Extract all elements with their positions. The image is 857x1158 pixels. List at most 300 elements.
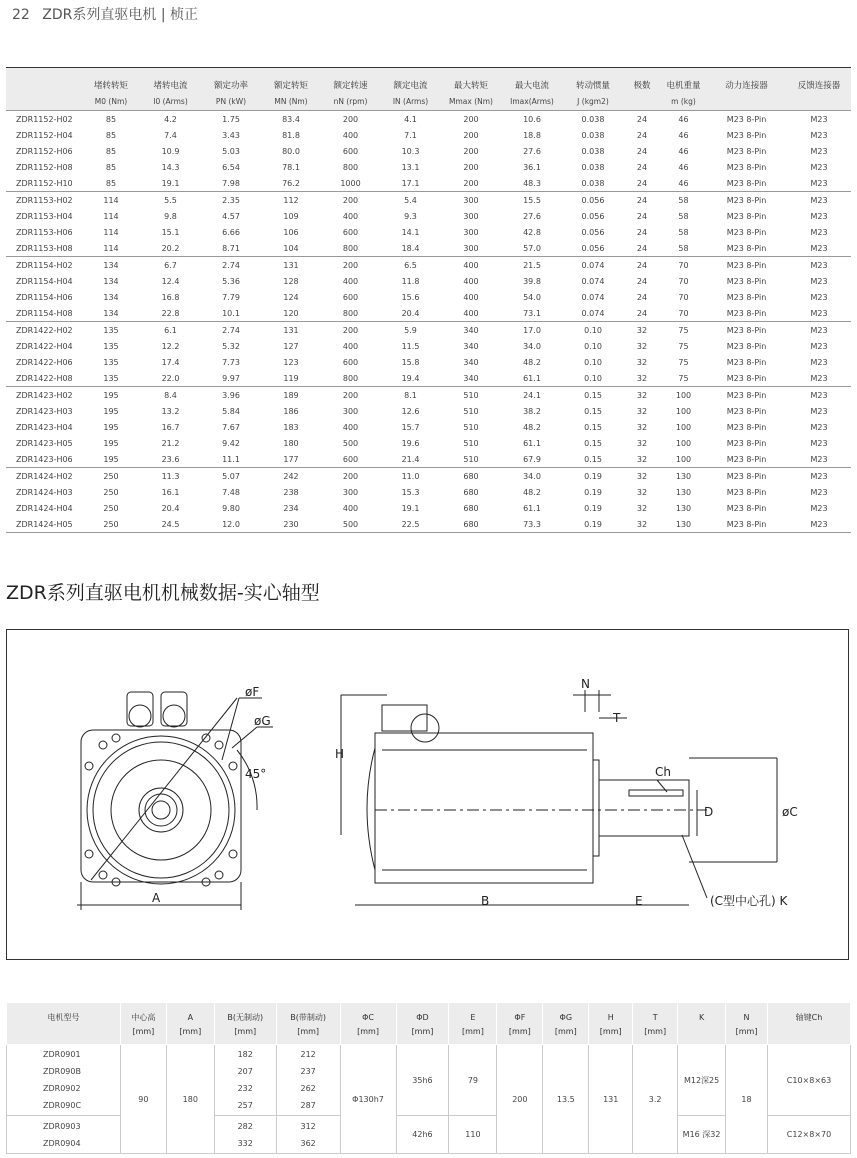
table-cell: 85 — [105, 162, 117, 172]
table-cell: 9.42 — [222, 438, 240, 448]
col-unit-9: J (kgm2) — [563, 95, 623, 111]
B-brake-a: 212 237 262 287 — [276, 1045, 340, 1116]
table-cell: 14.3 — [161, 162, 180, 172]
models-group-b: ZDR0903 ZDR0904 — [7, 1116, 121, 1154]
K-a: M12深25 — [678, 1045, 726, 1116]
table-cell: 300 — [463, 227, 479, 237]
table-cell: M23 — [810, 227, 828, 237]
table-cell: 230 — [261, 516, 321, 533]
table-cell: 400 — [342, 341, 359, 351]
table-cell: ZDR1423-H05 — [16, 438, 73, 448]
table-cell: M23 — [810, 211, 828, 221]
table-cell: M23 8-Pin — [726, 162, 767, 172]
table-cell: 510 — [463, 454, 479, 464]
col-header-4: 额定转矩 — [261, 68, 321, 96]
table-cell: 5.32 — [222, 341, 240, 351]
table-cell: 300 — [342, 487, 359, 497]
table-cell: M23 — [810, 438, 828, 448]
K-b: M16 深32 — [678, 1116, 726, 1154]
table-cell: 195 — [103, 422, 119, 432]
table-cell: 5.07 — [201, 468, 261, 485]
col-header-12: 动力连接器 — [706, 68, 787, 96]
table-cell: M23 8-Pin — [726, 438, 767, 448]
table-cell: 5.36 — [222, 276, 240, 286]
table-cell: 15.5 — [501, 192, 563, 209]
table-cell: 100 — [675, 422, 692, 432]
table-cell: 22.0 — [161, 373, 180, 383]
col-unit-3: PN (kW) — [201, 95, 261, 111]
table-cell: 48.3 — [523, 178, 541, 188]
table-cell: M23 8-Pin — [706, 257, 787, 274]
table-cell: 7.73 — [222, 357, 240, 367]
table-cell: 100 — [675, 438, 692, 448]
table-cell: 200 — [321, 192, 380, 209]
table-cell: M23 8-Pin — [726, 341, 767, 351]
table-cell: M23 — [787, 516, 851, 533]
table-cell: 11.1 — [222, 454, 240, 464]
table-cell: 0.074 — [563, 257, 623, 274]
table-cell: 80.0 — [282, 146, 300, 156]
table-cell: 128 — [283, 276, 299, 286]
table-cell: 0.15 — [584, 406, 602, 416]
table-cell: 600 — [342, 292, 359, 302]
table-cell: M23 — [810, 276, 828, 286]
table-cell: 130 — [675, 503, 692, 513]
table-cell: 0.10 — [584, 357, 602, 367]
table-cell: 6.54 — [222, 162, 240, 172]
table-row — [6, 435, 851, 451]
table-cell: 34.0 — [501, 468, 563, 485]
table-cell: 189 — [261, 387, 321, 404]
T-cell: 3.2 — [633, 1045, 678, 1154]
col-header-0 — [6, 68, 82, 96]
table-cell: 70 — [678, 276, 689, 286]
table-cell: 32 — [636, 357, 648, 367]
col-unit-4: MN (Nm) — [261, 95, 321, 111]
col-header-1: 堵转转矩 — [82, 68, 140, 96]
table-cell: 70 — [661, 257, 706, 274]
label-phiC: øC — [782, 805, 798, 819]
table-cell: 400 — [463, 308, 479, 318]
table-row — [6, 224, 851, 240]
table-cell: M23 — [787, 322, 851, 339]
label-D: D — [704, 805, 714, 819]
table-cell: 130 — [661, 516, 706, 533]
table-cell: 112 — [261, 192, 321, 209]
col-unit-0 — [6, 95, 82, 111]
table-row — [6, 451, 851, 468]
table-cell: 4.2 — [140, 111, 201, 128]
B-nobrake-b: 282 332 — [214, 1116, 276, 1154]
table-cell: 5.03 — [222, 146, 240, 156]
table-cell: M23 — [787, 111, 851, 128]
table-cell: ZDR1424-H02 — [6, 468, 82, 485]
table-cell: ZDR1424-H03 — [16, 487, 73, 497]
col-header-5: 额定转速 — [321, 68, 380, 96]
table-row — [6, 354, 851, 370]
table-cell: 24 — [623, 192, 661, 209]
table-cell: 7.48 — [222, 487, 240, 497]
table-cell: 15.7 — [401, 422, 420, 432]
table-cell: M23 8-Pin — [726, 211, 767, 221]
table-cell: 200 — [463, 146, 479, 156]
table-cell: 85 — [105, 178, 117, 188]
table-cell: 32 — [623, 322, 661, 339]
table-cell: 510 — [463, 438, 479, 448]
table-cell: 800 — [342, 308, 359, 318]
table-cell: 0.15 — [584, 438, 602, 448]
table-cell: 58 — [678, 243, 689, 253]
table-cell: 0.10 — [563, 322, 623, 339]
table-cell: ZDR1423-H03 — [16, 406, 73, 416]
table-cell: 10.3 — [401, 146, 420, 156]
table-row — [6, 159, 851, 175]
table-row — [6, 516, 851, 533]
table-cell: 61.1 — [523, 373, 541, 383]
table-cell: 3.96 — [201, 387, 261, 404]
table-cell: M23 8-Pin — [726, 487, 767, 497]
table-cell: 400 — [342, 422, 359, 432]
table-cell: 46 — [678, 146, 689, 156]
table-cell: 19.1 — [161, 178, 180, 188]
table-cell: ZDR1422-H08 — [16, 373, 73, 383]
table-cell: 200 — [321, 111, 380, 128]
table-cell: 0.056 — [581, 243, 605, 253]
table-cell: M23 8-Pin — [726, 373, 767, 383]
table-cell: 135 — [103, 373, 119, 383]
table-cell: 134 — [103, 292, 119, 302]
table-cell: M23 8-Pin — [706, 111, 787, 128]
table-cell: ZDR1422-H02 — [6, 322, 82, 339]
table-cell: 85 — [82, 111, 140, 128]
table-cell: 510 — [463, 406, 479, 416]
table-cell: 106 — [283, 227, 299, 237]
table-cell: 12.4 — [161, 276, 180, 286]
table-cell: M23 8-Pin — [726, 243, 767, 253]
mech-col-header-7: E [mm] — [449, 1003, 497, 1045]
table-cell: ZDR1423-H04 — [16, 422, 73, 432]
drawing-svg — [7, 630, 848, 959]
col-unit-6: IN (Arms) — [380, 95, 441, 111]
table-cell: ZDR1153-H02 — [6, 192, 82, 209]
table-cell: 250 — [103, 487, 119, 497]
table-cell: 24 — [636, 130, 648, 140]
table-cell: 24.5 — [140, 516, 201, 533]
table-cell: 135 — [103, 357, 119, 367]
table-cell: M23 8-Pin — [726, 178, 767, 188]
table-cell: 200 — [321, 468, 380, 485]
table-cell: 16.8 — [161, 292, 180, 302]
table-cell: 11.3 — [140, 468, 201, 485]
electrical-data-table — [6, 67, 851, 533]
table-cell: 73.1 — [523, 308, 541, 318]
table-cell: 9.8 — [164, 211, 177, 221]
table-cell: 61.1 — [523, 438, 541, 448]
label-K: (C型中心孔) K — [710, 894, 788, 908]
table-cell: 32 — [636, 487, 648, 497]
table-cell: M23 8-Pin — [726, 308, 767, 318]
table-cell: 24 — [623, 257, 661, 274]
table-cell: 0.15 — [563, 387, 623, 404]
table-cell: M23 8-Pin — [706, 322, 787, 339]
table-cell: 32 — [636, 406, 648, 416]
table-cell: 250 — [103, 503, 119, 513]
table-cell: 24.1 — [501, 387, 563, 404]
table-cell: 400 — [463, 292, 479, 302]
table-cell: 18.8 — [523, 130, 541, 140]
table-cell: 250 — [82, 516, 140, 533]
table-cell: 134 — [82, 257, 140, 274]
table-cell: 340 — [463, 341, 479, 351]
label-N: N — [581, 677, 590, 691]
table-cell: ZDR1154-H06 — [16, 292, 73, 302]
table-cell: 195 — [82, 387, 140, 404]
table-cell: M23 — [810, 357, 828, 367]
table-cell: M23 8-Pin — [726, 357, 767, 367]
table-cell: 135 — [82, 322, 140, 339]
table-cell: 114 — [82, 192, 140, 209]
table-cell: 12.6 — [401, 406, 420, 416]
table-cell: 32 — [636, 503, 648, 513]
table-cell: 7.79 — [222, 292, 240, 302]
table-row — [6, 127, 851, 143]
table-cell: ZDR1153-H06 — [16, 227, 73, 237]
table-cell: 13.2 — [161, 406, 180, 416]
table-cell: 100 — [675, 454, 692, 464]
table-cell: 0.074 — [581, 292, 605, 302]
table-cell: 130 — [675, 487, 692, 497]
table-cell: 19.4 — [401, 373, 420, 383]
table-cell: 200 — [321, 322, 380, 339]
table-cell: 17.4 — [161, 357, 180, 367]
table-cell: 34.0 — [523, 341, 541, 351]
table-cell: 400 — [342, 130, 359, 140]
table-row — [6, 175, 851, 192]
col-header-8: 最大电流 — [501, 68, 563, 96]
label-H: H — [335, 747, 345, 761]
label-phiG: øG — [254, 714, 271, 728]
mech-col-header-14: 轴键Ch — [768, 1003, 851, 1045]
col-unit-13 — [787, 95, 851, 111]
table-cell: ZDR1154-H08 — [16, 308, 73, 318]
table-row — [6, 143, 851, 159]
E-b: 110 — [449, 1116, 497, 1154]
table-cell: ZDR1152-H10 — [16, 178, 73, 188]
table-cell: ZDR1424-H05 — [6, 516, 82, 533]
table-cell: 0.10 — [584, 373, 602, 383]
table-cell: 58 — [678, 227, 689, 237]
table-cell: 24 — [636, 276, 648, 286]
table-cell: 200 — [321, 387, 380, 404]
table-cell: 0.19 — [563, 468, 623, 485]
table-cell: 124 — [283, 292, 299, 302]
front-view — [77, 692, 273, 910]
col-header-6: 额定电流 — [380, 68, 441, 96]
table-cell: 680 — [441, 468, 501, 485]
table-cell: 300 — [342, 406, 359, 416]
table-cell: 130 — [661, 468, 706, 485]
table-cell: ZDR1152-H08 — [16, 162, 73, 172]
table-cell: 500 — [321, 516, 380, 533]
mech-col-header-10: H [mm] — [589, 1003, 633, 1045]
table-cell: 36.1 — [523, 162, 541, 172]
table-row — [6, 305, 851, 322]
table-cell: M23 — [787, 257, 851, 274]
table-cell: 85 — [105, 146, 117, 156]
table-cell: 134 — [103, 276, 119, 286]
table-cell: 21.4 — [401, 454, 420, 464]
table-cell: 100 — [661, 387, 706, 404]
col-header-10: 极数 — [623, 68, 661, 96]
mech-col-header-0: 电机型号 — [7, 1003, 121, 1045]
table-cell: 100 — [675, 406, 692, 416]
models-group-a: ZDR0901 ZDR090B ZDR0902 ZDR090C — [7, 1045, 121, 1116]
table-cell: 1000 — [340, 178, 361, 188]
table-cell: 20.2 — [161, 243, 180, 253]
table-row — [6, 468, 851, 485]
col-unit-11: m (kg) — [661, 95, 706, 111]
col-header-11: 电机重量 — [661, 68, 706, 96]
label-phiF: øF — [245, 685, 260, 699]
table-cell: 119 — [283, 373, 299, 383]
table-cell: M23 — [787, 468, 851, 485]
table-cell: 17.1 — [401, 178, 420, 188]
table-cell: 14.1 — [401, 227, 420, 237]
table-cell: 46 — [678, 130, 689, 140]
table-row — [6, 192, 851, 209]
table-cell: 24 — [636, 292, 648, 302]
A-cell: 180 — [166, 1045, 214, 1154]
table-cell: ZDR1152-H06 — [16, 146, 73, 156]
table-cell: 400 — [463, 276, 479, 286]
table-cell: 0.10 — [584, 341, 602, 351]
col-header-13: 反馈连接器 — [787, 68, 851, 96]
table-cell: M23 — [810, 292, 828, 302]
table-cell: 180 — [283, 438, 299, 448]
table-cell: 0.19 — [584, 503, 602, 513]
table-cell: 9.3 — [404, 211, 417, 221]
table-cell: 20.4 — [401, 308, 420, 318]
section-title: ZDR系列直驱电机机械数据-实心轴型 — [6, 582, 320, 604]
table-cell: 510 — [463, 422, 479, 432]
table-cell: 21.5 — [501, 257, 563, 274]
table-cell: M23 8-Pin — [726, 276, 767, 286]
table-cell: 242 — [261, 468, 321, 485]
table-cell: 600 — [342, 454, 359, 464]
table-cell: 234 — [283, 503, 299, 513]
table-cell: 23.6 — [161, 454, 180, 464]
mech-col-header-6: ΦD [mm] — [396, 1003, 449, 1045]
table-cell: 57.0 — [523, 243, 541, 253]
table-cell: 5.9 — [380, 322, 441, 339]
table-cell: 32 — [636, 341, 648, 351]
E-a: 79 — [449, 1045, 497, 1116]
table-row — [6, 111, 851, 128]
table-cell: 0.038 — [581, 130, 605, 140]
table-cell: M23 — [810, 162, 828, 172]
table-cell: 24 — [623, 111, 661, 128]
mech-col-header-8: ΦF [mm] — [497, 1003, 543, 1045]
table-cell: 5.84 — [222, 406, 240, 416]
table-cell: 54.0 — [523, 292, 541, 302]
label-B: B — [481, 894, 490, 908]
table-cell: 340 — [441, 322, 501, 339]
table-cell: M23 8-Pin — [726, 454, 767, 464]
table-row — [6, 289, 851, 305]
table-cell: 19.6 — [401, 438, 420, 448]
table-cell: M23 8-Pin — [726, 503, 767, 513]
table-cell: 500 — [342, 438, 359, 448]
table-cell: M23 — [810, 308, 828, 318]
table-cell: ZDR1152-H04 — [16, 130, 73, 140]
table-cell: 200 — [463, 178, 479, 188]
label-T: T — [613, 711, 621, 725]
table-cell: 18.4 — [401, 243, 420, 253]
col-header-9: 转动惯量 — [563, 68, 623, 96]
table-cell: ZDR1423-H06 — [16, 454, 73, 464]
table-cell: 9.97 — [222, 373, 240, 383]
table-cell: 32 — [636, 454, 648, 464]
table-cell: M23 8-Pin — [726, 130, 767, 140]
col-unit-1: M0 (Nm) — [82, 95, 140, 111]
table-row — [6, 338, 851, 354]
col-unit-8: Imax(Arms) — [501, 95, 563, 111]
front-view-labels — [152, 685, 271, 905]
table-cell: 120 — [283, 308, 299, 318]
table-cell: 3.43 — [222, 130, 240, 140]
table-cell: 183 — [283, 422, 299, 432]
table-cell: 6.1 — [140, 322, 201, 339]
table-cell: 27.6 — [523, 146, 541, 156]
N-cell: 18 — [726, 1045, 768, 1154]
table-cell: M23 8-Pin — [706, 468, 787, 485]
table-row — [6, 500, 851, 516]
table-cell: 15.3 — [401, 487, 420, 497]
table-cell: M23 8-Pin — [706, 387, 787, 404]
table-cell: 104 — [283, 243, 299, 253]
table-cell: 10.9 — [161, 146, 180, 156]
table-cell: 680 — [441, 516, 501, 533]
table-cell: 58 — [661, 192, 706, 209]
table-cell: 0.056 — [563, 192, 623, 209]
table-cell: 15.6 — [401, 292, 420, 302]
table-cell: M23 8-Pin — [726, 292, 767, 302]
side-view — [341, 690, 777, 905]
table-cell: 17.0 — [501, 322, 563, 339]
col-unit-2: I0 (Arms) — [140, 95, 201, 111]
table-cell: 0.19 — [584, 487, 602, 497]
table-cell: 0.19 — [563, 516, 623, 533]
table-cell: 21.2 — [161, 438, 180, 448]
table-cell: 6.66 — [222, 227, 240, 237]
mech-col-header-9: ΦG [mm] — [543, 1003, 589, 1045]
table-cell: 15.8 — [401, 357, 420, 367]
table-cell: 16.1 — [161, 487, 180, 497]
label-45deg: 45° — [245, 767, 267, 781]
mech-col-header-13: N [mm] — [726, 1003, 768, 1045]
table-row — [6, 419, 851, 435]
table-cell: 7.1 — [404, 130, 417, 140]
table-cell: 24 — [636, 211, 648, 221]
table-cell: 11.8 — [401, 276, 420, 286]
table-cell: 800 — [342, 162, 359, 172]
table-cell: 8.1 — [380, 387, 441, 404]
table-cell: 800 — [342, 243, 359, 253]
table-row — [6, 387, 851, 404]
table-cell: 114 — [103, 211, 119, 221]
table-cell: 58 — [678, 211, 689, 221]
table-cell: 6.5 — [380, 257, 441, 274]
